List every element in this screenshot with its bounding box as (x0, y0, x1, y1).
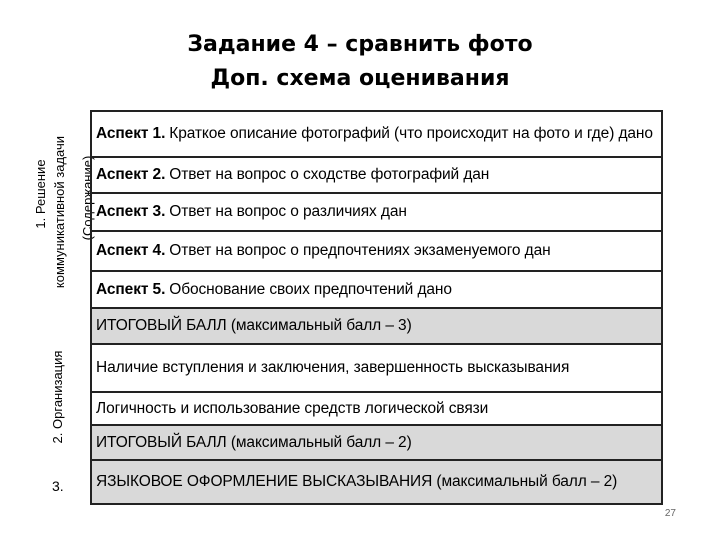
aspect-text: Ответ на вопрос о сходстве фотографий дан (169, 166, 490, 183)
aspect-text: Ответ на вопрос о предпочтениях экзаменуемого дан (169, 242, 551, 259)
organization-row-2 (90, 391, 663, 424)
aspect-row-1 (90, 110, 663, 156)
aspect-row-2 (90, 156, 663, 192)
aspect-label: Аспект 4. (96, 242, 166, 259)
section2-label: 2. Организация (50, 350, 65, 444)
slide-subtitle: Доп. схема оценивания (210, 66, 510, 91)
criterion-text: ЯЗЫКОВОЕ ОФОРМЛЕНИЕ ВЫСКАЗЫВАНИЯ (максимальный балл – 2) (96, 473, 618, 490)
total-score-row-content (90, 307, 663, 343)
aspect-row-3 (90, 192, 663, 230)
slide-title: Задание 4 – сравнить фото (187, 32, 533, 57)
aspect-text: Ответ на вопрос о различиях дан (169, 203, 407, 220)
aspect-text: Краткое описание фотографий (что происходит на фото и где) дано (169, 125, 653, 142)
aspect-label: Аспект 5. (96, 280, 166, 298)
section3-label: 3. (52, 478, 64, 494)
criterion-text: Наличие вступления и заключения, завершенность высказывания (96, 359, 570, 376)
section1-label-line2: коммуникативной задачи (52, 135, 67, 289)
aspect-row-5 (90, 270, 663, 307)
section1-label-line3: (Содержание) (80, 155, 95, 241)
scoring-table (90, 110, 667, 507)
aspect-label: Аспект 1. (96, 125, 166, 142)
language-row (90, 459, 663, 505)
total-score-text: ИТОГОВЫЙ БАЛЛ (максимальный балл – 2) (96, 433, 412, 451)
criterion-text: Логичность и использование средств логической связи (96, 399, 489, 417)
aspect-label: Аспект 2. (96, 166, 166, 183)
total-score-text: ИТОГОВЫЙ БАЛЛ (максимальный балл – 3) (96, 317, 412, 334)
page-number: 27 (664, 508, 676, 519)
organization-row-1 (90, 343, 663, 391)
total-score-row-organization (90, 424, 663, 459)
aspect-row-4 (90, 230, 663, 270)
aspect-text: Обоснование своих предпочтений дано (169, 280, 452, 298)
aspect-label: Аспект 3. (96, 203, 166, 220)
section1-label-line1: 1. Решение (33, 159, 48, 229)
